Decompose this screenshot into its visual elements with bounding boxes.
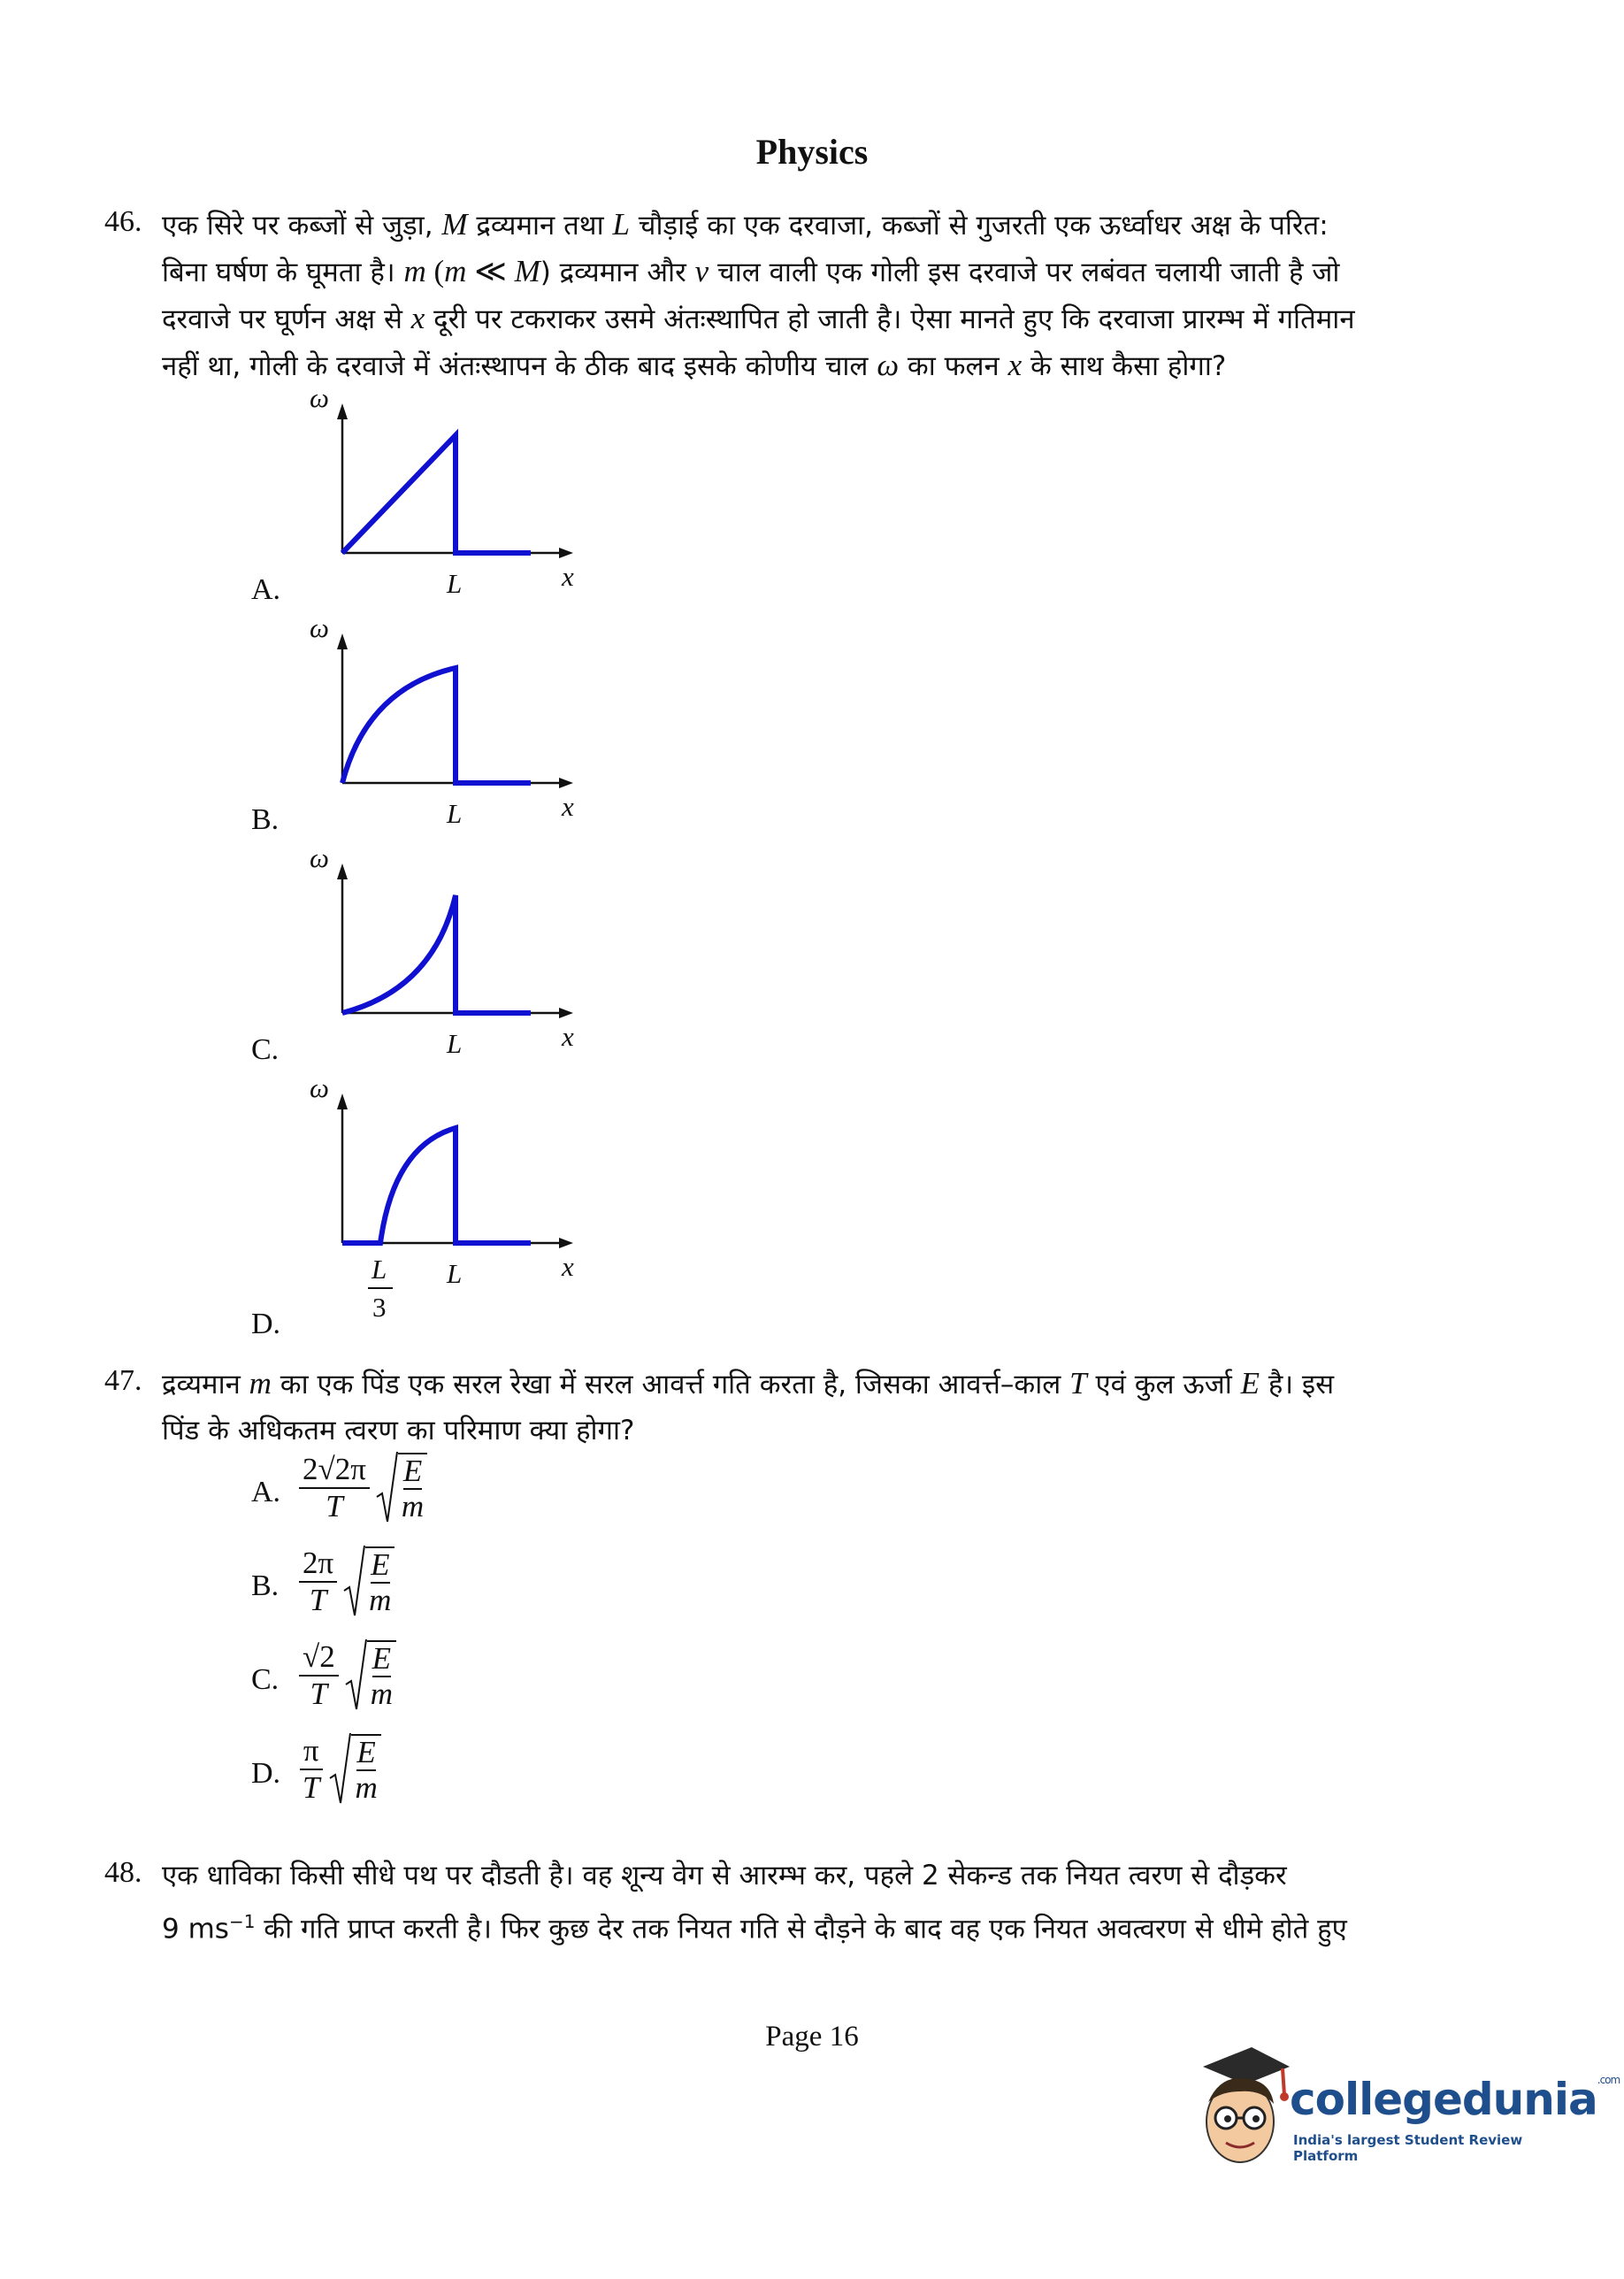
- q47-option-a-label: A.: [251, 1476, 281, 1508]
- question-47-number: 47.: [104, 1364, 142, 1397]
- q46-option-b-label: B.: [251, 803, 280, 836]
- q46-d-tick-l: L: [447, 1258, 463, 1289]
- q46-b-curve: [342, 668, 531, 783]
- q46-option-c-label: C.: [251, 1033, 280, 1066]
- q46-c-omega-label: ω: [310, 849, 329, 873]
- q46-option-b-graph: [292, 619, 593, 840]
- q47-option-d-label: D.: [251, 1757, 281, 1790]
- q46-a-tick-l: L: [447, 568, 463, 599]
- q46-a-omega-label: ω: [310, 389, 329, 413]
- q46-option-d-label: D.: [251, 1308, 281, 1340]
- q46-option-c-graph: [292, 849, 593, 1070]
- q46-option-d-graph: [292, 1079, 593, 1336]
- q48-line-2: 9 $ms^{-1}$ की गति प्राप्त करती है। फिर कुछ देर तक नियत गति से दौड़ने के बाद वह एक नियत अवत्वरण से धीमे होते हुए: [162, 1911, 1347, 1945]
- q46-d-tick-l3-den: 3: [372, 1292, 387, 1323]
- q46-line-1: एक सिरे पर कब्जों से जुड़ा, M द्रव्यमान तथा L चौड़ाई का एक दरवाजा, कब्जों से गुजरती एक ऊर्ध्वाधर अक्ष के परित:: [162, 207, 1329, 242]
- q46-option-a-graph: [292, 389, 593, 610]
- logo-tagline: India's largest Student Review Platform: [1293, 2132, 1523, 2164]
- question-48-text: [162, 1853, 1524, 1952]
- q46-c-tick-l: L: [447, 1028, 463, 1059]
- q47-option-b-label: B.: [251, 1569, 280, 1602]
- q46-c-curve: [342, 895, 531, 1013]
- q47-option-b-formula: $\frac{2\pi}{T}$ E m: [299, 1545, 395, 1619]
- q46-a-curve: [342, 435, 531, 553]
- collegedunia-logo: [1185, 2040, 1620, 2173]
- q46-d-tick-l3-num: L: [372, 1254, 387, 1285]
- q47-line-2: पिंड के अधिकतम त्वरण का परिमाण क्या होगा?: [162, 1415, 635, 1446]
- q47-option-a-formula: $\frac{2√2\pi}{T}$ E m: [299, 1451, 427, 1525]
- q46-line-4: नहीं था, गोली के दरवाजे में अंतःस्थापन के ठीक बाद इसके कोणीय चाल ω का फलन x के साथ कैसा होगा?: [162, 348, 1227, 382]
- q46-line-3: दरवाजे पर घूर्णन अक्ष से x दूरी पर टकराकर उसमे अंतःस्थापित हो जाती है। ऐसा मानते हुए कि दरवाजा प्रारम्भ में गतिमान: [162, 301, 1355, 335]
- q47-option-c-label: C.: [251, 1663, 280, 1696]
- q46-d-curve: [342, 1128, 531, 1243]
- q46-c-x-label: x: [562, 1021, 574, 1052]
- q47-line-1: द्रव्यमान m का एक पिंड एक सरल रेखा में सरल आवर्त्त गति करता है, जिसका आवर्त्त–काल T एवं कुल ऊर्जा E है। इस: [162, 1366, 1335, 1400]
- q48-line-1: एक धाविका किसी सीधे पथ पर दौडती है। वह शून्य वेग से आरम्भ कर, पहले 2 सेकन्ड तक नियत त्वरण से दौड़कर: [162, 1860, 1287, 1891]
- q47-option-c-formula: $\frac{√2}{T}$ E m: [299, 1638, 396, 1713]
- question-47-text: [162, 1361, 1524, 1454]
- q46-d-x-label: x: [562, 1251, 574, 1282]
- q46-b-omega-label: ω: [310, 619, 329, 643]
- section-title: Physics: [755, 132, 869, 172]
- question-48-number: 48.: [104, 1856, 142, 1889]
- question-46-number: 46.: [104, 205, 142, 238]
- q46-line-2: बिना घर्षण के घूमता है। m (m ≪ M) द्रव्यमान और v चाल वाली एक गोली इस दरवाजे पर लबंवत चलायी जाती है जो: [162, 254, 1340, 288]
- q46-a-x-label: x: [562, 561, 574, 592]
- q46-d-omega-label: ω: [310, 1079, 329, 1103]
- q46-b-x-label: x: [562, 791, 574, 822]
- q47-option-d-formula: $\frac{\pi}{T}$ E m: [299, 1732, 381, 1807]
- logo-wordmark: collegedunia$^{.com}$: [1290, 2074, 1620, 2125]
- q46-option-a-label: A.: [251, 573, 281, 606]
- question-46-text: [162, 202, 1524, 389]
- mascot-icon: [1185, 2040, 1291, 2173]
- page-number: Page 16: [765, 2021, 859, 2053]
- q46-b-tick-l: L: [447, 798, 463, 829]
